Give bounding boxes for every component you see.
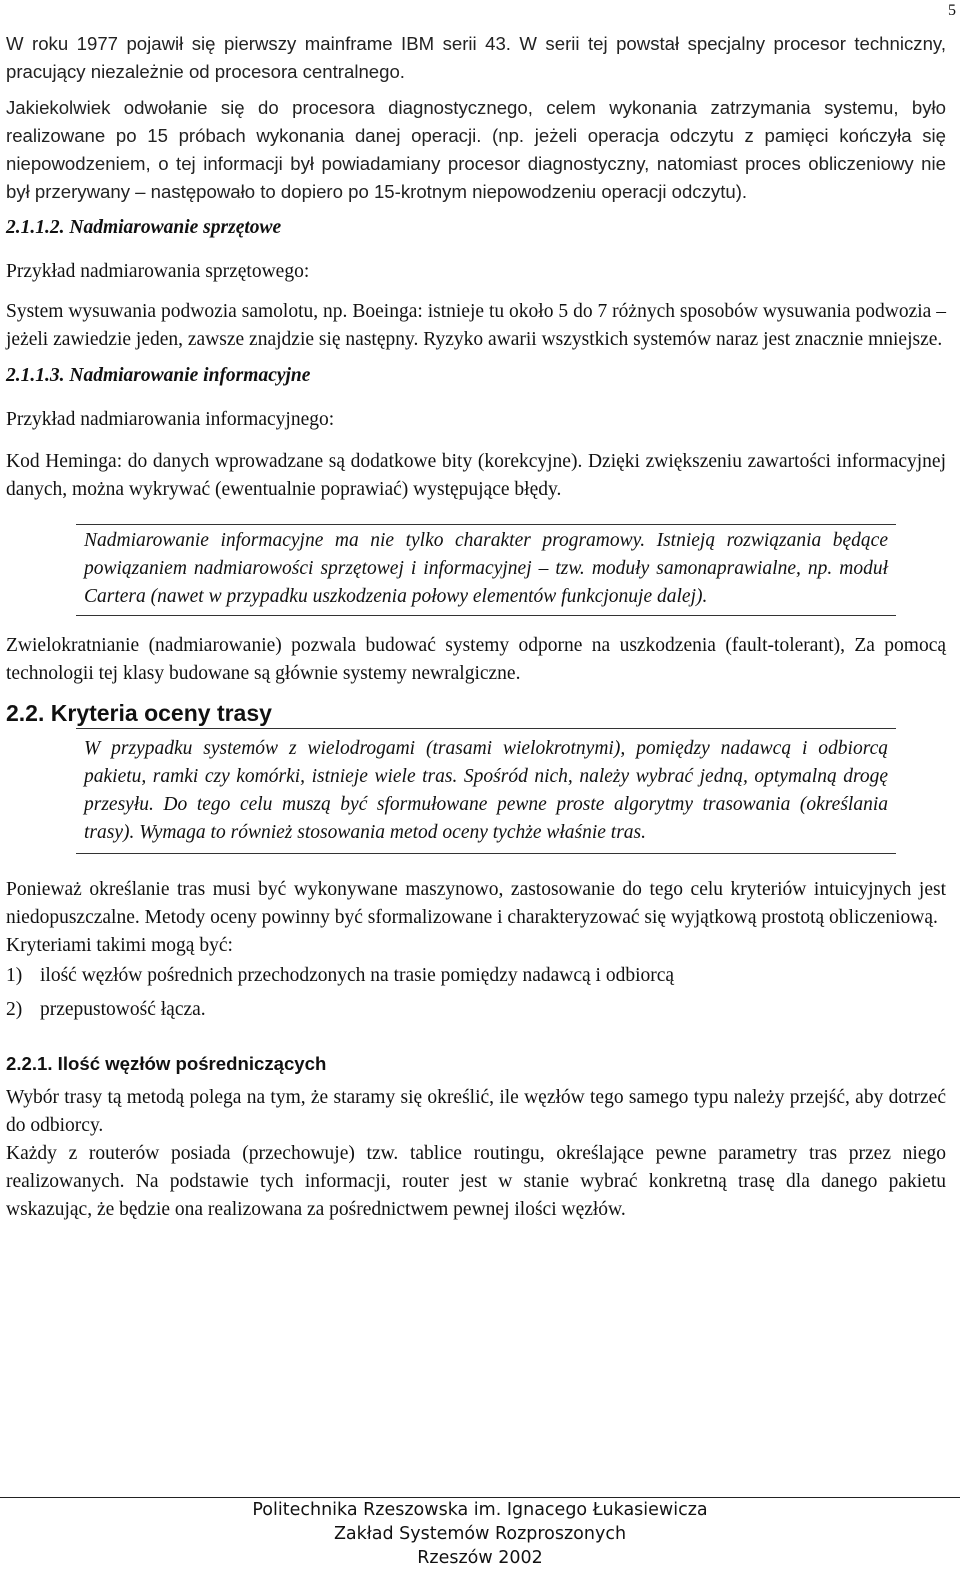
- paragraph-routing-tables: Każdy z routerów posiada (przechowuje) tzw. tablice routingu, określające pewne parametry tras przez niego realizowanych. Na podstawie tych informacji, router jest w stanie wybrać konkretną trasę dla danego pakietu wskazując, że będzie ona realizowana za pośrednictwem pewnej ilości węzłów.: [6, 1143, 946, 1220]
- page-number: 5: [948, 2, 956, 19]
- paragraph-mainframe-ibm: W roku 1977 pojawił się pierwszy mainframe IBM serii 43. W serii tej powstał specjalny procesor techniczny, pracujący niezależnie od procesora centralnego.: [6, 33, 946, 82]
- section-heading-2-2: 2.2. Kryteria oceny trasy: [6, 700, 272, 726]
- criteria-item-text: przepustowość łącza.: [40, 999, 206, 1020]
- paragraph-criteria-intro: Kryteriami takimi mogą być:: [6, 935, 233, 956]
- criteria-list: [6, 962, 946, 1024]
- criteria-list-item: [6, 962, 946, 990]
- note-text-route-criteria: W przypadku systemów z wielodrogami (trasami wielokrotnymi), pomiędzy nadawcą i odbiorcą pakietu, ramki czy komórki, istnieje wiele tras. Spośród nich, należy wybrać jedną, optymalną drogę przesyłu. Do tego celu muszą być sformułowane pewne proste algorytmy trasowania (określania trasy). Wymaga to również stosowania metod oceny tychże właśnie tras.: [84, 738, 888, 843]
- note-box-route-criteria: [76, 728, 896, 854]
- paragraph-route-selection: Wybór trasy tą metodą polega na tym, że staramy się określić, ile węzłów tego samego typu należy przejść, aby dotrzeć do odbiorcy.: [6, 1087, 946, 1136]
- footer-university: Politechnika Rzeszowska im. Ignacego Łukasiewicza: [252, 1500, 708, 1520]
- section-heading-2-1-1-2: 2.1.1.2. Nadmiarowanie sprzętowe: [6, 217, 282, 238]
- section-heading-2-2-1: 2.2.1. Ilość węzłów pośredniczących: [6, 1053, 327, 1074]
- criteria-list-item: [6, 996, 946, 1024]
- paragraph-information-example-label: Przykład nadmiarowania informacyjnego:: [6, 409, 335, 430]
- footer-place-year: Rzeszów 2002: [417, 1548, 543, 1568]
- note-box-information-redundancy: [76, 524, 896, 616]
- criteria-item-number: 1): [6, 965, 23, 986]
- paragraph-landing-gear: System wysuwania podwozia samolotu, np. Boeinga: istnieje tu około 5 do 7 różnych sposobów wysuwania podwozia – jeżeli zawiedzie jeden, zawsze znajdzie się następny. Ryzyko awarii wszystkich systemów naraz jest znacznie mniejsze.: [6, 301, 946, 350]
- paragraph-fault-tolerant: Zwielokratnianie (nadmiarowanie) pozwala budować systemy odporne na uszkodzenia (fault-tolerant), Za pomocą technologii tej klasy budowane są głównie systemy newralgiczne.: [6, 635, 946, 684]
- paragraph-route-determination: Ponieważ określanie tras musi być wykonywane maszynowo, zastosowanie do tego celu kryteriów intuicyjnych jest niedopuszczalne. Metody oceny powinny być sformalizowane i charakteryzować się wyjątkową prostotą obliczeniową.: [6, 879, 946, 928]
- criteria-item-text: ilość węzłów pośrednich przechodzonych na trasie pomiędzy nadawcą i odbiorcą: [40, 965, 675, 986]
- note-text-information-redundancy: Nadmiarowanie informacyjne ma nie tylko charakter programowy. Istnieją rozwiązania będące powiązaniem nadmiarowości sprzętowej i informacyjnej – tzw. moduły samonaprawialne, np. moduł Cartera (nawet w przypadku uszkodzenia połowy elementów funkcjonuje dalej).: [84, 530, 888, 607]
- footer-department: Zakład Systemów Rozproszonych: [333, 1524, 627, 1544]
- document-body: [6, 30, 946, 1224]
- criteria-item-number: 2): [6, 999, 23, 1020]
- section-heading-2-1-1-3: 2.1.1.3. Nadmiarowanie informacyjne: [6, 365, 311, 386]
- page-footer: [0, 1497, 960, 1570]
- paragraph-hamming-code: Kod Heminga: do danych wprowadzane są dodatkowe bity (korekcyjne). Dzięki zwiększeniu zawartości informacyjnej danych, można wykrywać (ewentualnie poprawiać) występujące błędy.: [6, 451, 946, 500]
- paragraph-diagnostic-processor: Jakiekolwiek odwołanie się do procesora diagnostycznego, celem wykonania zatrzymania systemu, było realizowane po 15 próbach wykonania danej operacji. (np. jeżeli operacja odczytu z pamięci kończyła się niepowodzeniem, o tej informacji był powiadamiany procesor diagnostyczny, natomiast proces obliczeniowy nie był przerywany – następowało to dopiero po 15-krotnym niepowodzeniu operacji odczytu).: [6, 97, 946, 202]
- paragraph-hardware-example-label: Przykład nadmiarowania sprzętowego:: [6, 261, 310, 282]
